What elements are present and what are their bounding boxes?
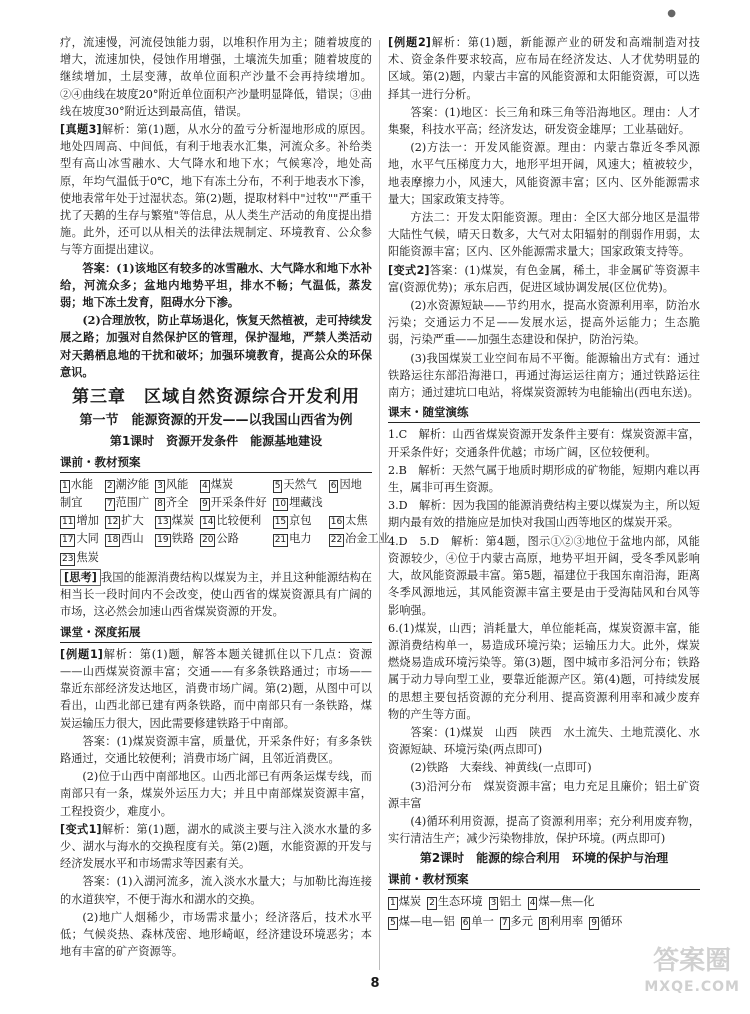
grid-cell: [489, 893, 522, 910]
example-1-label: [例题1]: [60, 647, 103, 661]
variant-2-answer-3: (3)我国煤炭工业空间布局不平衡。能源输出方式有：通过铁路运往东部沿海港口，再通过海运运往南方；通过铁路运往南方；通过建坑口电站，将煤炭资源转为电能输出(西电东送)。: [388, 351, 700, 400]
blank-answer: 生态环境: [437, 894, 483, 908]
blank-number: 23: [62, 553, 74, 564]
zhenti-3-answer-2: (2)合理放牧，防止草场退化，恢复天然植被，走可持续发展之路；加强对自然保护区的管理，保护湿地，严禁人类活动对天鹅栖息地的干扰和破坏；加强环境教育，提高公众的环保意识。: [60, 313, 372, 379]
grid-cell: [200, 494, 267, 511]
think-body: 我国的能源消费结构以煤炭为主，并且这种能源结构在相当长一段时间内不会改变，使山西省的煤炭资源具有广阔的市场，这必然会加速山西省煤炭资源的开发。: [60, 570, 372, 619]
grid-cell: [329, 476, 390, 493]
variant-1-label: [变式1]: [60, 822, 102, 836]
blank-answer: 煤炭: [171, 514, 194, 528]
example-1-answer-2: (2)位于山西中南部地区。山西北部已有两条运煤专线，而南部只有一条，煤炭外运压力大；并且中南部煤炭资源丰富，工程投资少，难度小。: [60, 770, 372, 818]
blank-answer: 范围广: [115, 496, 150, 510]
blank-number: 8: [157, 499, 163, 510]
blank-answer: 多元: [510, 914, 533, 928]
grid-cell: [539, 913, 583, 930]
blank-answer: 煤—焦—化: [538, 894, 595, 908]
blank-number: 17: [62, 535, 74, 546]
grid-cell: [329, 549, 390, 566]
question-6-answer-4: (4)循环利用资源，提高了资源利用率；充分利用废弃物，实行清洁生产；减少污染物排放，保护环境。(两点即可): [388, 814, 700, 846]
blank-answer: 增加: [76, 514, 99, 528]
blank-number: 16: [330, 517, 343, 528]
grid-cell: [105, 494, 149, 511]
blank-answer: 大同: [76, 532, 99, 546]
lesson-title: 第1课时 资源开发条件 能源基地建设: [109, 434, 323, 449]
blank-number: 1: [62, 480, 68, 491]
blank-number: 2: [106, 480, 113, 491]
blank-number: 11: [62, 517, 74, 528]
grid-cell: [329, 512, 390, 529]
band-in-class: 课堂・深度拓展: [60, 624, 372, 643]
fill-in-grid: [60, 476, 390, 566]
question-2: 2.B 解析：天然气属于地质时期形成的矿物能，短期内难以再生，属非可再生资源。: [388, 463, 700, 495]
grid-cell: [155, 549, 194, 566]
think-paragraph: [60, 569, 372, 621]
grid-cell: [155, 530, 194, 547]
blank-number: 14: [202, 517, 214, 528]
example-2-body: 解析：第(1)题，新能源产业的研发和高端制造对技术、资金条件要求较高，应布局在经济发达、人才优势明显的区域。第(2)题，内蒙古丰富的风能资源和太阳能资源，可以选择其一进行分析。: [388, 36, 700, 101]
blank-number: 12: [106, 517, 119, 528]
blank-number: 13: [157, 517, 169, 528]
blank-number: 3: [490, 897, 497, 908]
question-3: 3.D 解析：因为我国的能源消费结构主要以煤炭为主，所以短期内最有效的措施应是加快对我国山西等地区的煤炭开采。: [388, 499, 700, 530]
grid-cell: [200, 476, 267, 493]
grid-cell: [589, 913, 622, 930]
example-1: [60, 646, 372, 732]
band-after-class: 课末・随堂演练: [388, 404, 700, 423]
question-6-answer-1: 答案：(1)煤炭 山西 陕西 水土流失、土地荒漠化、水资源短缺、环境污染(两点即可): [388, 725, 700, 757]
variant-2-answer-1: 答案：(1)煤炭，有色金属，稀土，非金属矿等资源丰富(资源优势)；承东启西，促进区域协调发展(区位优势)。: [388, 263, 700, 294]
blank-answer: 扩大: [121, 514, 144, 528]
blank-number: 9: [202, 499, 208, 510]
example-2: [388, 34, 700, 103]
right-column: [388, 34, 700, 933]
blank-answer: 冶金工业: [345, 532, 390, 546]
grid-cell: [273, 512, 323, 529]
section-title: 第一节 能源资源的开发——以我国山西省为例: [79, 413, 353, 429]
grid-cell: [273, 494, 323, 511]
blank-number: 18: [106, 535, 119, 546]
blank-answer: 天然气: [283, 477, 317, 491]
grid-cell: [105, 549, 149, 566]
watermark-line-2: MXQE.COM: [644, 979, 740, 995]
blank-answer: 制宜: [60, 496, 83, 510]
grid-cell: [329, 494, 390, 511]
grid-cell: [500, 913, 533, 930]
blank-answer: 开采条件好: [210, 496, 267, 510]
watermark-logo: [644, 948, 740, 1000]
blank-number: 10: [274, 499, 287, 510]
grid-cell: [427, 893, 483, 910]
blank-answer: 单一: [471, 914, 494, 928]
grid-cell: [105, 512, 149, 529]
variant-2-answer-2: (2)水资源短缺——节约用水，提高水资源利用率，防治水污染；交通运力不足——发展水运，提高外运能力；生态脆弱，污染严重——加强生态建设和保护，防治污染。: [388, 299, 700, 347]
example-2-answer-1: 答案：(1)地区：长三角和珠三角等沿海地区。理由：人才集聚，科技水平高；经济发达，研发资金雄厚；工业基础好。: [388, 105, 700, 137]
left-column: [60, 34, 390, 961]
grid-cell: [60, 476, 99, 493]
grid-cell: [200, 549, 267, 566]
blank-answer: 京包: [289, 514, 312, 528]
blank-answer: 铁路: [171, 532, 194, 546]
variant-1-answer-1: 答案：(1)入湖河流多，流入淡水水量大；与加勒比海连接的水道狭窄，不便于海水和湖水的交换。: [60, 875, 372, 906]
blank-answer: 太焦: [345, 514, 368, 528]
grid-cell: [200, 512, 267, 529]
example-2-label: [例题2]: [388, 36, 431, 49]
blank-answer: 利用率: [549, 914, 584, 928]
grid-cell: [461, 913, 494, 930]
blank-answer: 煤炭: [398, 894, 422, 908]
question-6-answer-3: (3)沿河分布 煤炭资源丰富；电力充足且廉价；铝土矿资源丰富: [388, 779, 700, 810]
example-2-answer-2: (2)方法一：开发风能资源。理由：内蒙古靠近冬季风源地，水平气压梯度力大，地形平坦开阔，风速大；植被较少，地表摩擦力小，风速大，风能资源丰富；区内、区外能源需求量大；国家政策支持等。: [388, 141, 700, 206]
blank-number: 22: [330, 535, 343, 546]
grid-cell: [273, 530, 323, 547]
blank-number: 2: [429, 897, 435, 908]
blank-answer: 循环: [599, 914, 623, 928]
blank-number: 5: [274, 480, 281, 491]
blank-answer: 风能: [165, 477, 189, 491]
variant-2-label: [变式2]: [388, 263, 430, 277]
blank-number: 8: [540, 917, 547, 928]
grid-cell: [105, 530, 149, 547]
example-2-answer-3: 方法二：开发太阳能资源。理由：全区大部分地区是温带大陆性气候，晴天日数多，大气对太阳辐射的削弱作用弱，太阳能资源丰富；区内、区外能源需求量大；国家政策支持等。: [388, 211, 700, 259]
band-pre-class-2: 课前・教材预案: [388, 871, 700, 890]
blank-number: 6: [462, 917, 469, 928]
page-number: 8: [370, 976, 380, 991]
corner-mark: ●: [667, 8, 676, 19]
zhenti-3-body: 解析：第(1)题，从水分的盈亏分析湿地形成的原因。地处四周高、中间低，有利于地表水汇集，河流众多。补给类型有高山冰雪融水、大气降水和地下水；气候寒冷，地处高原，年均气温低于0℃，地下有冻土分布，不利于地表水下渗，使地表常年处于过湿状态。第(2)题，提取材料中"过牧""严重干扰了天鹅的生存与繁殖"等信息，从人类生产活动的角度提出措施。此外，还可以从相关的法律法规制定、环境教育、公众参与等方面提出建议。: [60, 123, 372, 257]
zhenti-3-label: [真题3]: [60, 123, 102, 137]
grid-cell: [200, 530, 267, 547]
variant-1-body: 解析：第(1)题，湖水的咸淡主要与注入淡水水量的多少、湖水与海水的交换程度有关。第(2)题，水能资源的开发与经济发展水平和市场需求等因素有关。: [60, 822, 372, 871]
grid-cell: [105, 476, 149, 493]
band-pre-class: 课前・教材预案: [60, 454, 372, 473]
grid-cell: [388, 893, 421, 910]
variant-1: [60, 821, 372, 873]
watermark-line-1: 答案圈: [653, 946, 732, 976]
blank-answer: 潮汐能: [115, 477, 150, 491]
blank-answer: 焦炭: [76, 550, 99, 564]
grid-cell: [60, 530, 99, 547]
example-1-answer-1: 答案：(1)煤炭资源丰富，质量优，开采条件好；有多条铁路通过，交通比较便利；消费市场广阔，且邻近消费区。: [60, 734, 372, 765]
blank-number: 5: [390, 917, 396, 928]
lesson-2-title: 第2课时 能源的综合利用 环境的保护与治理: [419, 851, 669, 866]
blank-answer: 齐全: [165, 496, 189, 510]
grid-cell: [155, 476, 194, 493]
zhenti-3: [60, 121, 372, 259]
grid-cell: [528, 893, 595, 910]
variant-1-answer-2: (2)地广人烟稀少，市场需求量小；经济落后，技术水平低；气候炎热、森林茂密、地形崎岖，经济建设环境恶劣；本地有丰富的矿产资源等。: [60, 910, 372, 959]
grid-cell: [273, 549, 323, 566]
blank-answer: 比较便利: [216, 514, 262, 528]
blank-answer: 西山: [121, 532, 144, 546]
chapter-title: 第三章 区域自然资源综合开发利用: [72, 387, 360, 408]
question-4-5: 4.D 5.D 解析：第4题，图示①②③地位于盆地内部，风能资源较少，④位于内蒙古高原，地势平坦开阔，受冬季风影响大，故风能资源最丰富。第5题，福建位于我国东南沿海，距离冬季风源地远，其风能资源丰富主要是由于受海陆风和台风等影响强。: [388, 534, 700, 617]
blank-number: 15: [274, 517, 287, 528]
grid-cell: [155, 494, 194, 511]
blank-answer: 因地: [339, 477, 362, 491]
grid-cell: [60, 494, 99, 511]
think-label: [思考]: [60, 569, 101, 586]
blank-number: 4: [202, 480, 208, 491]
blank-number: 19: [157, 535, 169, 546]
grid-cell: [329, 530, 390, 547]
grid-cell: [60, 512, 99, 529]
continued-paragraph: 疗，流速慢，河流侵蚀能力弱，以堆积作用为主；随着坡度的增大，流速加快，侵蚀作用增强，土壤流失加重；随着坡度的继续增加，土层变薄，故单位面积产沙量不会再持续增加。②④曲线在坡度20°附近单位面积产沙量明显降低，错误；③曲线在坡度30°附近达到最高值，错误。: [60, 36, 372, 118]
blank-number: 9: [591, 917, 597, 928]
variant-2: [388, 262, 700, 296]
blank-answer: 电力: [289, 532, 312, 546]
blank-answer: 埋藏浅: [289, 496, 323, 510]
blank-answer: 煤炭: [210, 477, 234, 491]
grid-cell: [155, 512, 194, 529]
grid-cell: [388, 913, 455, 930]
blank-number: 1: [390, 897, 396, 908]
fill-in-grid-2a: [388, 893, 700, 910]
fill-in-grid-2b: [388, 913, 700, 930]
question-1: 1.C 解析：山西省煤炭资源开发条件主要有：煤炭资源丰富，开采条件好；交通条件优越；市场广阔，区位较便利。: [388, 428, 700, 459]
blank-number: 20: [202, 535, 214, 546]
blank-answer: 煤—电—铝: [398, 914, 455, 928]
grid-cell: [60, 549, 99, 566]
question-6: 6.(1)煤炭，山西；消耗量大，单位能耗高，煤炭资源丰富，能源消费结构单一，易造成环境污染；运输压力大。此外，煤炭燃烧易造成环境污染等。第(3)题，图中城市多沿河分布；铁路属于动力导向型工业，要靠近能源产区。第(4)题，可持续发展的思想主要包括资源的充分利用、提高资源利用率和减少废弃物的产生等方面。: [388, 621, 700, 721]
example-1-body: 解析：第(1)题，解答本题关键抓住以下几点：资源——山西煤炭资源丰富；交通——有多条铁路通过；市场——靠近东部经济发达地区，消费市场广阔。第(2)题，从图中可以看出，山西北部已建有两条铁路，而中南部只有一条铁路，煤炭运输压力很大，因此需要修建铁路于中南部。: [60, 647, 372, 730]
blank-number: 7: [501, 917, 508, 928]
blank-number: 7: [106, 499, 113, 510]
blank-answer: 水能: [70, 477, 94, 491]
zhenti-3-answer-1: 答案：(1)该地区有较多的冰雪融水、大气降水和地下水补给，河流众多；盆地内地势平坦，排水不畅；气温低，蒸发弱；地下冻土发育，阻碍水分下渗。: [60, 260, 372, 310]
blank-number: 3: [157, 480, 163, 491]
grid-cell: [273, 476, 323, 493]
blank-answer: 铝土: [499, 894, 522, 908]
blank-number: 6: [330, 480, 337, 491]
blank-number: 4: [529, 897, 536, 908]
blank-answer: 公路: [216, 532, 239, 546]
question-6-answer-2: (2)铁路 大秦线、神黄线(一点即可): [410, 761, 592, 775]
blank-number: 21: [274, 535, 287, 546]
